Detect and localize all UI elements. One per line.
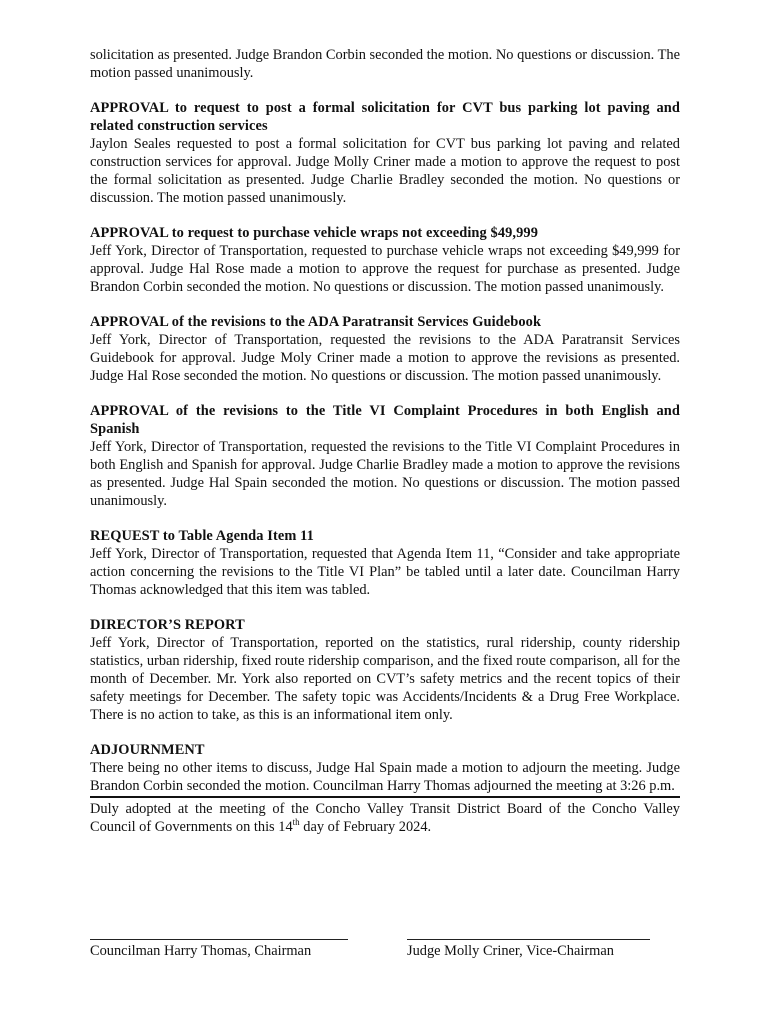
chairman-signature-block	[90, 939, 348, 960]
section-directors-report	[90, 616, 680, 724]
adoption-statement	[90, 800, 680, 836]
section-body: Jeff York, Director of Transportation, requested the revisions to the ADA Paratransit Services Guidebook for approval. Judge Moly Criner made a motion to approve the revisions as presented. Judge Hal Rose seconded the motion. No questions or discussion. The motion passed unanimously.	[90, 332, 680, 384]
section-body: Jeff York, Director of Transportation, reported on the statistics, rural ridership, county ridership statistics, urban ridership, fixed route ridership comparison, and the fixed route comparison, all for the month of December. Mr. York also reported on CVT’s safety metrics and the recent topics of their safety meetings for December. The safety topic was Accidents/Incidents & a Drug Free Workplace. There is no action to take, as this is an informational item only.	[90, 635, 680, 723]
adoption-date-suffix: th	[292, 817, 300, 828]
section-body: Jaylon Seales requested to post a formal solicitation for CVT bus parking lot paving and related construction services for approval. Judge Molly Criner made a motion to approve the request to post the formal solicitation as presented. Judge Charlie Bradley seconded the motion. No questions or discussion. The motion passed unanimously.	[90, 136, 680, 206]
section-body: There being no other items to discuss, Judge Hal Spain made a motion to adjourn the meeting. Judge Brandon Corbin seconded the motion. Councilman Harry Thomas adjourned the meeting at 3:26 p.m.	[90, 760, 680, 794]
section-adjournment	[90, 741, 680, 795]
adoption-text: Duly adopted at the meeting of the Concho Valley Transit District Board of the Concho Valley Council of Governments on this 14	[90, 801, 680, 835]
signature-line	[407, 939, 650, 940]
section-title-vi-procedures	[90, 402, 680, 510]
section-heading: APPROVAL of the revisions to the ADA Paratransit Services Guidebook	[90, 314, 542, 330]
section-heading: APPROVAL to request to purchase vehicle wraps not exceeding $49,999	[90, 225, 538, 241]
section-table-agenda-item	[90, 527, 680, 599]
vice-chairman-signature-block	[407, 939, 650, 960]
chairman-name: Councilman Harry Thomas, Chairman	[90, 943, 312, 959]
section-bus-parking-solicitation	[90, 99, 680, 207]
section-body: Jeff York, Director of Transportation, requested to purchase vehicle wraps not exceeding $49,999 for approval. Judge Hal Rose made a motion to approve the request for purchase as presented. Judge Brandon Corbin seconded the motion. No questions or discussion. The motion passed unanimously.	[90, 243, 680, 295]
section-heading: DIRECTOR’S REPORT	[90, 617, 245, 633]
section-vehicle-wraps	[90, 224, 680, 296]
section-body: Jeff York, Director of Transportation, requested that Agenda Item 11, “Consider and take appropriate action concerning the revisions to the Title VI Plan” be tabled until a later date. Councilman Harry Thomas acknowledged that this item was tabled.	[90, 546, 680, 598]
section-ada-guidebook	[90, 313, 680, 385]
section-body: Jeff York, Director of Transportation, requested the revisions to the Title VI Complaint Procedures in both English and Spanish for approval. Judge Charlie Bradley made a motion to approve the revisions as presented. Judge Hal Spain seconded the motion. No questions or discussion. The motion passed unanimously.	[90, 439, 680, 509]
section-heading: REQUEST to Table Agenda Item 11	[90, 528, 314, 544]
divider-rule	[90, 796, 680, 798]
section-heading: APPROVAL to request to post a formal solicitation for CVT bus parking lot paving and related construction services	[90, 100, 680, 134]
intro-paragraph: solicitation as presented. Judge Brandon Corbin seconded the motion. No questions or discussion. The motion passed unanimously.	[90, 47, 680, 81]
minutes-page	[90, 46, 680, 836]
vice-chairman-name: Judge Molly Criner, Vice-Chairman	[407, 943, 614, 959]
adoption-text-end: day of February 2024.	[299, 819, 432, 835]
section-heading: APPROVAL of the revisions to the Title VI Complaint Procedures in both English and Spanish	[90, 403, 680, 437]
signature-line	[90, 939, 348, 940]
section-heading: ADJOURNMENT	[90, 742, 205, 758]
